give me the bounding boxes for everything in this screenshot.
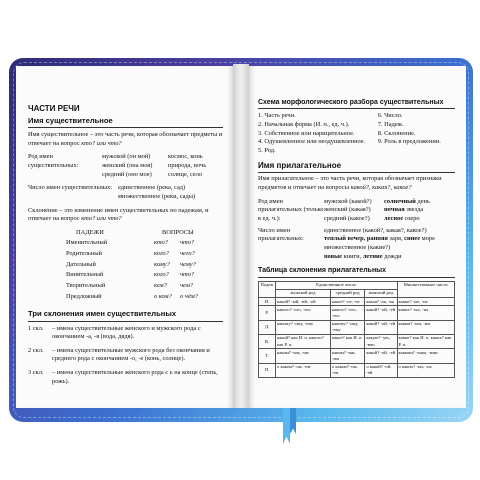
table-row: Д. какому? -ому, -ему какому? -ому, -ему какой? -ой, -ей каким? -ым, -им xyxy=(259,320,455,334)
bookmark-ribbon xyxy=(283,404,290,444)
scheme-item: 3. Собственное или нарицательное. xyxy=(258,129,355,137)
declension-table-title: Таблица склонения прилагательных xyxy=(258,266,455,277)
table-row: И. какой? -ый, -ий, -ой какое? -ое, -ее какая? -ая, -яя какие? -ые, -ие xyxy=(259,298,455,306)
scheme-heading: Схема морфологического разбора существительных xyxy=(258,98,455,109)
noun-definition: Имя существительное – это часть речи, которая обозначает предметы и отвечает на вопрос кто? или что? xyxy=(28,131,223,147)
table-header-feminine: женский род xyxy=(365,289,397,297)
table-header-neuter: средний род xyxy=(330,289,364,297)
table-row: В. какой? как И. п. какого? как Р. п. какое? как И. п. какую? -ую, -юю какие? как И. п. каких? как Р. п. xyxy=(259,334,455,348)
case-row: Родительный кого? чего? xyxy=(66,250,195,258)
page-title: ЧАСТИ РЕЧИ xyxy=(28,104,80,113)
bookmark-ribbon-shadow xyxy=(290,404,296,434)
noun-heading: Имя существительное xyxy=(28,116,223,128)
gender-name: средний (оно мое) xyxy=(102,170,152,178)
number-name: множественное (реки, сады) xyxy=(118,192,196,200)
noun-gender-block xyxy=(28,153,223,179)
scheme-item: 8. Склонение. xyxy=(377,129,416,137)
case-row: Винительный кого? что? xyxy=(66,271,195,279)
case-row: Дательный кому? чему? xyxy=(66,260,196,268)
gender-name: мужской (он мой) xyxy=(102,153,151,161)
adjective-definition: Имя прилагательное – это часть речи, которая обозначает признаки предметов и отвечает на вопросы какой?, какая?, какое? xyxy=(258,175,442,192)
declension-item: 1 скл. – имена существительные женского и мужского рода с окончанием -а, -я (вода, дядя). xyxy=(28,324,201,341)
left-page xyxy=(16,66,234,408)
table-header-case: Падеж xyxy=(259,281,276,297)
table-header-singular: Единственное число xyxy=(276,281,398,289)
scheme-item: 9. Роль в предложении. xyxy=(377,138,441,146)
case-row: Предложный о ком? о чём? xyxy=(66,292,198,300)
right-page xyxy=(248,66,466,408)
adjective-number-block: Число имен прилагательных: единственное (какой?, какая?, какое?) теплый вечер, ранняя заря, синее море множественное (какие?) новые книги, летние дожди xyxy=(258,226,435,260)
cases-header: ПАДЕЖИ xyxy=(76,228,104,236)
adjective-number-label: Число имен прилагательных: xyxy=(258,226,304,243)
gender-example: солнце, село xyxy=(168,170,203,178)
adjective-heading: Имя прилагательное xyxy=(258,161,455,174)
table-row: Т. каким? -ым, -им каким? -ым, -им какой? -ой, -ей какими? -ыми, -ими xyxy=(259,349,455,363)
declension-definition: Склонение – это изменение имен существительных по падежам, и отвечает на вопрос кто? или что? xyxy=(28,206,209,223)
adjective-gender-block: Род имен прилагательных (только в ед. ч.): мужской (какой?) женский (какая?) средний (какое?) солнечный день ночная звезда лесное озеро xyxy=(258,197,430,222)
scheme-list xyxy=(258,112,455,155)
gender-name: женский (она моя) xyxy=(102,161,153,169)
scheme-item: 2. Начальная форма (И. п., ед. ч.). xyxy=(258,121,350,129)
case-row: Творительный кем? чем? xyxy=(66,282,193,290)
table-row: П. о каком? -ом, -ем о каком? -ом, -ем о какой? -ой, -ей о каких? -ых, -их xyxy=(259,363,455,377)
declension-item: 3 скл. – имена существительные женского рода с ь на конце (степь, рожь). xyxy=(28,369,218,385)
declension-item: 2 скл. – имена существительные мужского рода без окончания и среднего рода с окончанием -о, -е (конь, солнце). xyxy=(28,346,210,363)
adjective-declension-table xyxy=(258,281,455,378)
number-name: единственное (река, сад) xyxy=(118,184,186,192)
noun-gender-label: Род имен существительных: xyxy=(28,153,79,169)
table-row: Р. какого? -ого, -его какого? -ого, -его какой? -ой, -ей каких? -ых, -их xyxy=(259,306,455,320)
table-header-plural: Множественное число xyxy=(397,281,454,297)
noun-number-label: Число имен существительных: xyxy=(28,184,113,192)
questions-header: ВОПРОСЫ xyxy=(162,228,194,236)
three-declensions-heading: Три склонения имен существительных xyxy=(28,309,223,321)
case-row: Именительный кто? что? xyxy=(66,239,195,247)
cases-table xyxy=(66,229,198,303)
adjective-gender-label: Род имен прилагательных (только в ед. ч.): xyxy=(258,197,324,222)
table-header-masculine: мужской род xyxy=(276,289,331,297)
notebook-spine xyxy=(233,64,249,408)
gender-example: природа, ночь xyxy=(168,161,207,169)
scheme-item: 1. Часть речи. xyxy=(258,112,296,120)
scheme-item: 6. Число. xyxy=(377,112,403,120)
noun-number-block xyxy=(28,184,223,201)
scheme-item: 5. Род. xyxy=(258,147,276,154)
scheme-item: 7. Падеж. xyxy=(377,121,404,129)
gender-example: космос, конь xyxy=(168,153,203,161)
scheme-item: 4. Одушевленное или неодушевленное. xyxy=(258,138,366,146)
